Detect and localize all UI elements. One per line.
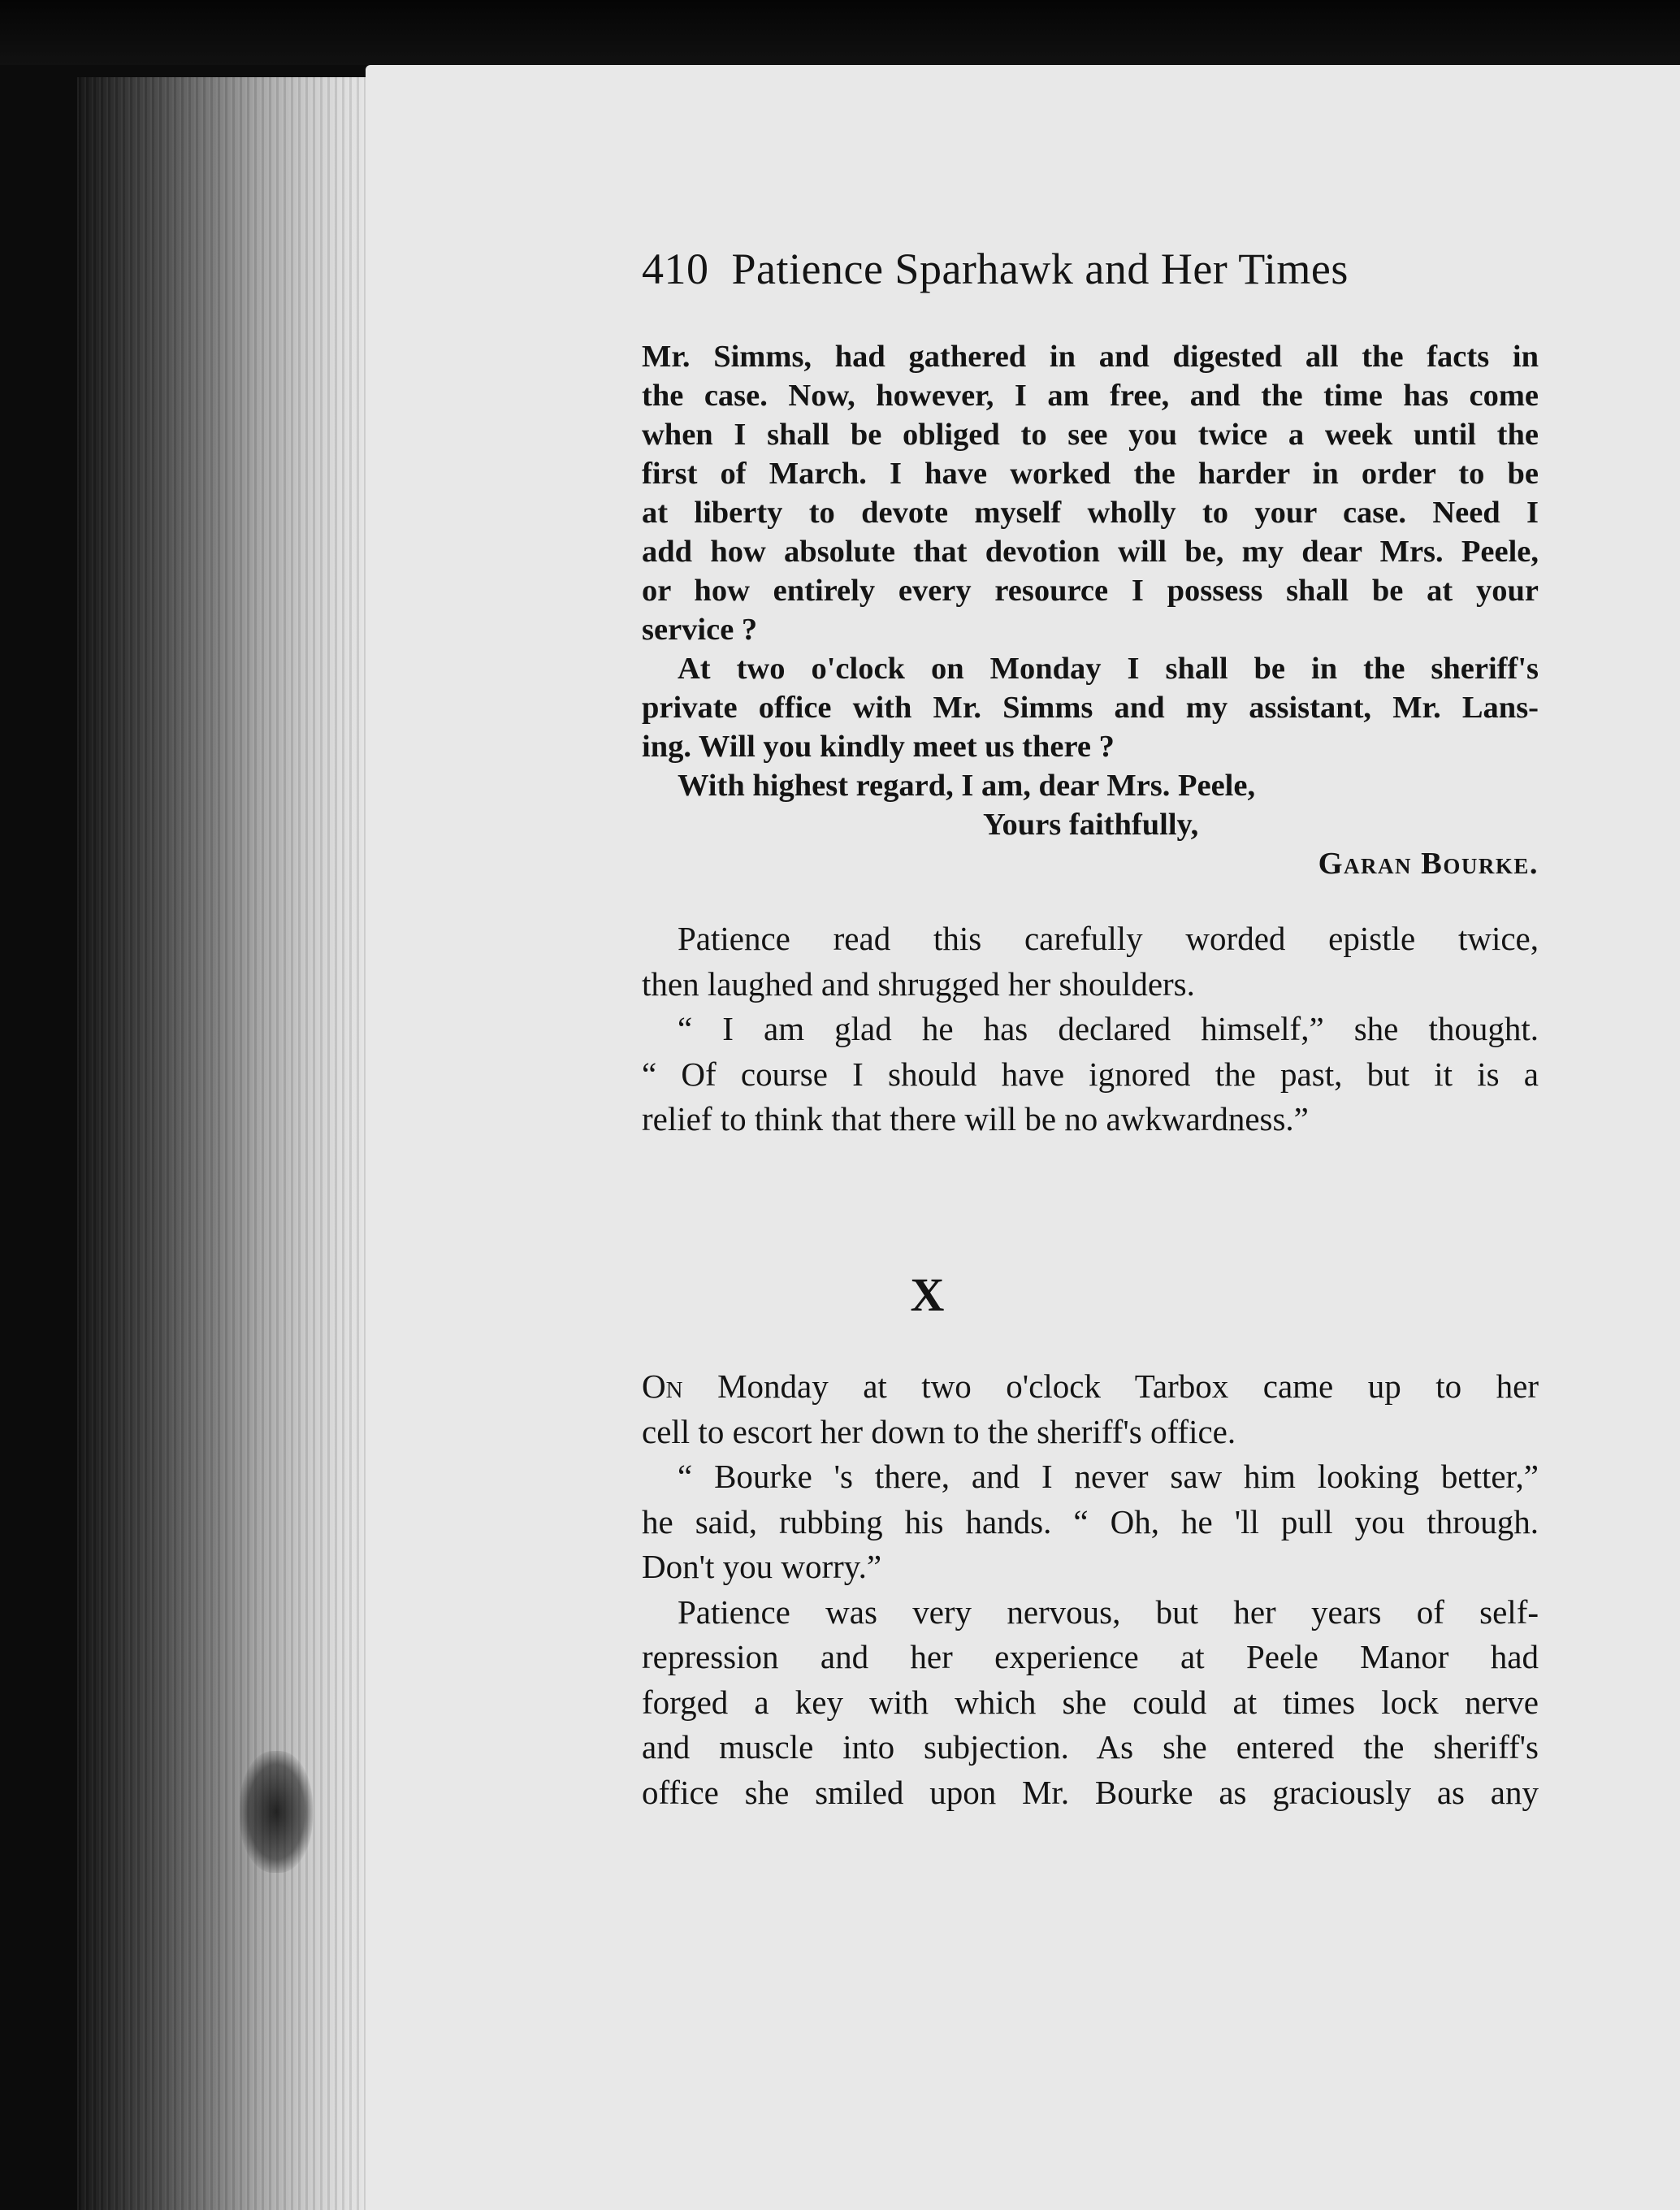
letter-line: At two o'clock on Monday I shall be in the sheriff's <box>678 652 1539 686</box>
chapter-heading: X <box>910 1268 945 1321</box>
scan-background-top <box>0 0 1680 65</box>
prose-line: “ Of course I should have ignored the past, but it is a <box>642 1055 1539 1093</box>
chapter-body <box>642 1364 1539 1815</box>
letter-line: first of March. I have worked the harder in order to be <box>642 457 1539 491</box>
letter-closing: Yours faithfully, <box>983 808 1199 842</box>
letter-line: private office with Mr. Simms and my assistant, Mr. Lans- <box>642 691 1539 725</box>
chapter-opening-word: On <box>642 1367 683 1405</box>
page-number: 410 <box>642 245 709 293</box>
prose-line-text: Monday at two o'clock Tarbox came up to her <box>682 1367 1539 1405</box>
prose-line: “ I am glad he has declared himself,” she thought. <box>678 1010 1539 1047</box>
letter-line: when I shall be obliged to see you twice a week until the <box>642 418 1539 452</box>
prose-line: repression and her experience at Peele Manor had <box>642 1638 1539 1675</box>
letter-signature: Garan Bourke. <box>1318 847 1539 881</box>
book-page-edges <box>77 77 370 2210</box>
prose-line: office she smiled upon Mr. Bourke as graciously as any <box>642 1773 1539 1811</box>
prose-line: cell to escort her down to the sheriff's office. <box>642 1412 1236 1450</box>
prose-line: “ Bourke 's there, and I never saw him looking better,” <box>678 1458 1539 1495</box>
letter-line: Mr. Simms, had gathered in and digested all the facts in <box>642 340 1539 374</box>
letter-line: add how absolute that devotion will be, my dear Mrs. Peele, <box>642 535 1539 569</box>
ink-smudge <box>240 1751 313 1873</box>
prose-line: Patience was very nervous, but her years of self- <box>678 1592 1539 1631</box>
letter-line: the case. Now, however, I am free, and the time has come <box>642 379 1539 413</box>
prose-line: Don't you worry.” <box>642 1548 882 1585</box>
prose-line: Patience read this carefully worded epistle twice, <box>678 920 1539 957</box>
letter-line: or how entirely every resource I possess shall be at your <box>642 574 1539 608</box>
running-header <box>642 244 1349 294</box>
letter-line: service ? <box>642 613 758 647</box>
prose-line: relief to think that there will be no awkwardness.” <box>642 1100 1309 1138</box>
running-title: Patience Sparhawk and Her Times <box>731 245 1349 293</box>
prose-line: he said, rubbing his hands. “ Oh, he 'll pull you through. <box>642 1502 1539 1540</box>
prose-line <box>642 1364 1539 1410</box>
letter-line: ing. Will you kindly meet us there ? <box>642 730 1115 764</box>
paragraph-group-before-chapter <box>642 916 1539 1142</box>
prose-line: then laughed and shrugged her shoulders. <box>642 964 1195 1003</box>
letter-body <box>642 337 1539 883</box>
letter-line: at liberty to devote myself wholly to your case. Need I <box>642 496 1539 530</box>
prose-line: and muscle into subjection. As she entered the sheriff's <box>642 1728 1539 1766</box>
prose-line: forged a key with which she could at times lock nerve <box>642 1683 1539 1721</box>
letter-line: With highest regard, I am, dear Mrs. Peele, <box>678 769 1256 803</box>
